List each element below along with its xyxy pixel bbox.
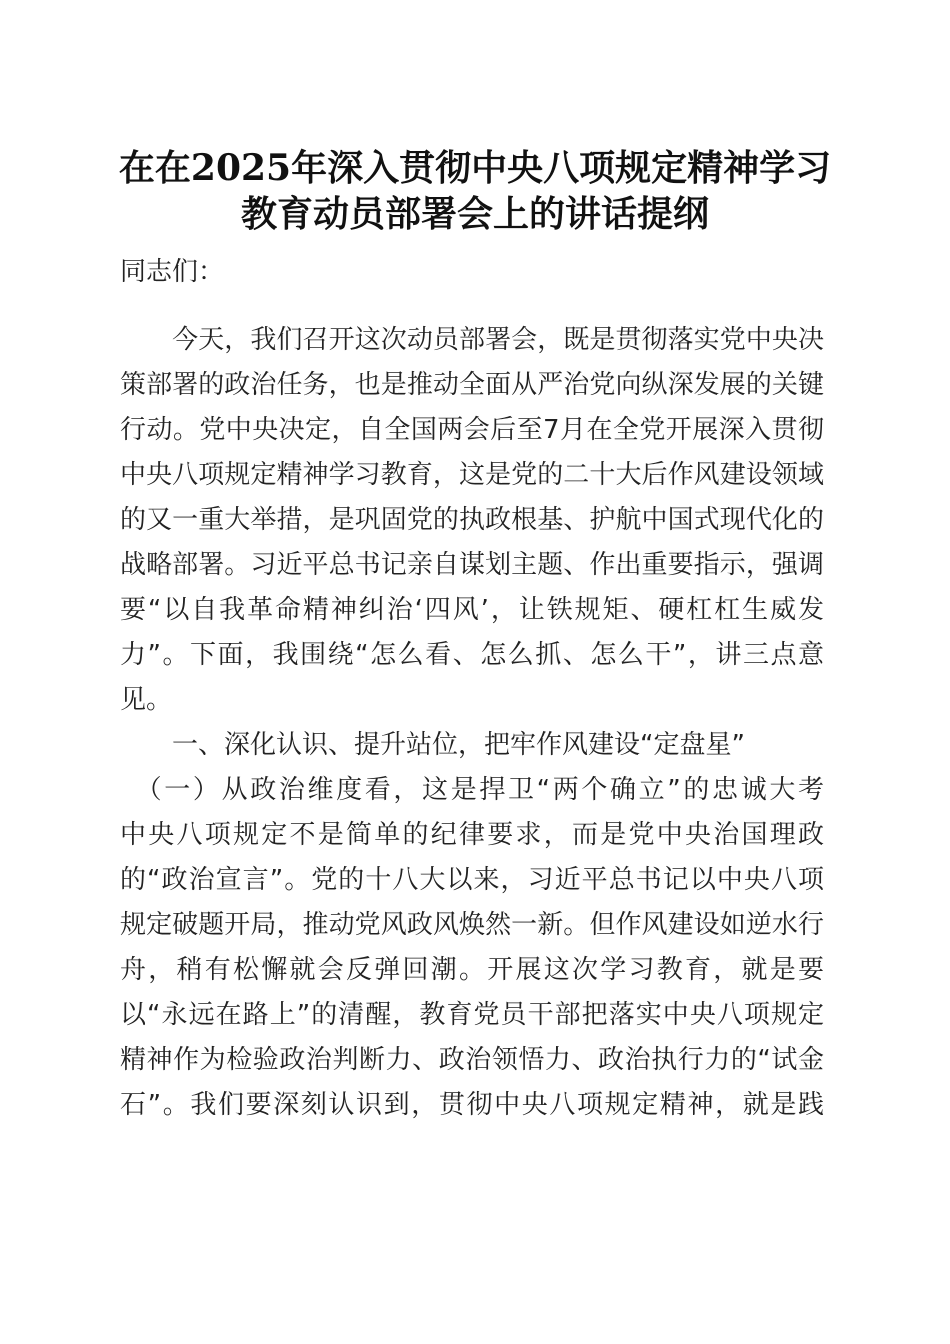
body-line: 战略部署。习近平总书记亲自谋划主题、作出重要指示，强调: [120, 550, 824, 580]
document-title-line-2: 教育动员部署会上的讲话提纲: [240, 193, 709, 235]
body-line: 今天，我们召开这次动员部署会，既是贯彻落实党中央决: [120, 325, 824, 355]
body-line: 行动。党中央决定，自全国两会后至7月在全党开展深入贯彻: [120, 415, 824, 445]
body-line: 中央八项规定精神学习教育，这是党的二十大后作风建设领域: [120, 460, 824, 490]
body-line: 见。: [120, 685, 173, 715]
body-line: 精神作为检验政治判断力、政治领悟力、政治执行力的“试金: [120, 1045, 824, 1075]
body-line: 舟，稍有松懈就会反弹回潮。开展这次学习教育，就是要: [120, 955, 824, 985]
section-heading: 一、深化认识、提升站位，把牢作风建设“定盘星”: [120, 730, 745, 760]
body-line: 的又一重大举措，是巩固党的执政根基、护航中国式现代化的: [120, 505, 824, 535]
body-line: 力”。下面，我围绕“怎么看、怎么抓、怎么干”，讲三点意: [120, 640, 824, 670]
body-line: 的“政治宣言”。党的十八大以来，习近平总书记以中央八项: [120, 865, 824, 895]
body-line: 中央八项规定不是简单的纪律要求，而是党中央治国理政: [120, 820, 824, 850]
body-line: 要“以自我革命精神纠治‘四风’，让铁规矩、硬杠杠生威发: [120, 595, 824, 625]
body-line: 规定破题开局，推动党风政风焕然一新。但作风建设如逆水行: [120, 910, 824, 940]
salutation: 同志们：: [120, 257, 225, 287]
document-title-line-1: 在在2025年深入贯彻中央八项规定精神学习: [118, 147, 832, 189]
subsection-heading: （一）从政治维度看，这是捍卫“两个确立”的忠诚大考: [120, 775, 824, 805]
body-line: 以“永远在路上”的清醒，教育党员干部把落实中央八项规定: [120, 1000, 824, 1030]
body-line: 策部署的政治任务，也是推动全面从严治党向纵深发展的关键: [120, 370, 824, 400]
body-line: 石”。我们要深刻认识到，贯彻中央八项规定精神，就是践: [120, 1090, 824, 1120]
